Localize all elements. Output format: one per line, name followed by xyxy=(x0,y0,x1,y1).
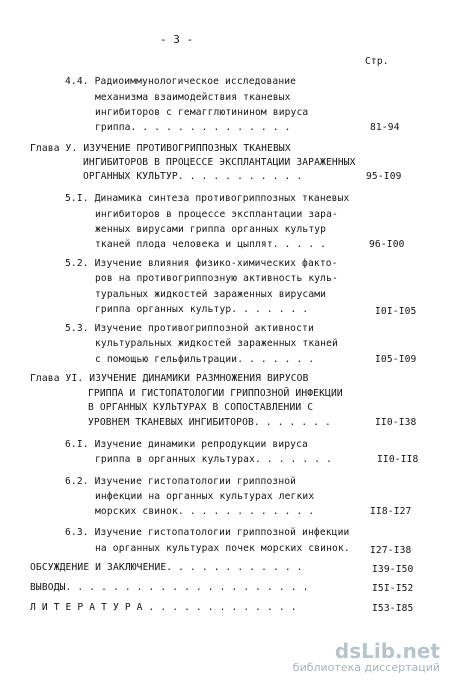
toc-literature-title: Л И Т Е Р А Т У Р А . . . . . . . . . . . . . xyxy=(30,602,297,613)
toc-chapter-6-line: В ОРГАННЫХ КУЛЬТУРАХ В СОПОСТАВЛЕНИИ С xyxy=(88,402,314,413)
toc-discussion-title: ОБСУЖДЕНИЕ И ЗАКЛЮЧЕНИЕ. . . . . . . . . . . . xyxy=(30,562,303,573)
toc-entry-5-1-line: 5.I. Динамика синтеза противогриппозных тканевых xyxy=(65,193,350,204)
toc-entry-4-4-line: механизма взаимодействия тканевых xyxy=(95,92,291,103)
toc-entry-5-1-line: тканей плода человека и цыплят. . . . . xyxy=(95,239,327,250)
toc-entry-4-4-pages: 81-94 xyxy=(370,122,400,133)
toc-entry-6-3-line: на органных культурах почек морских свинок. xyxy=(95,543,350,554)
toc-conclusions-title: ВЫВОДЫ. . . . . . . . . . . . . . . . . . . . . xyxy=(30,582,309,593)
toc-entry-5-2-line: гриппа органных культур. . . . . . . xyxy=(95,304,309,315)
toc-entry-5-1-line: женных вирусами гриппа органных культур xyxy=(95,224,327,235)
toc-literature-pages: I53-I85 xyxy=(372,603,414,614)
watermark-site: dsLib.net xyxy=(334,639,440,663)
toc-entry-6-2-pages: II8-I27 xyxy=(370,506,412,517)
toc-entry-4-4-line: ингибиторов с гемагглютинином вируса xyxy=(95,107,309,118)
toc-entry-5-1-pages: 96-I00 xyxy=(369,239,405,250)
toc-entry-6-2-line: морских свинок. . . . . . . . . . . . xyxy=(95,506,315,517)
toc-discussion-pages: I39-I50 xyxy=(372,564,414,575)
toc-chapter-5-line: Глава У. ИЗУЧЕНИЕ ПРОТИВОГРИППОЗНЫХ ТКАНЕВЫХ xyxy=(30,143,291,154)
toc-entry-4-4-line: 4.4. Радиоиммунологическое исследование xyxy=(65,76,297,87)
toc-entry-6-1-line: 6.I. Изучение динамики репродукции вируса xyxy=(65,439,308,450)
toc-entry-5-3-line: 5.3. Изучение противогриппозной активности xyxy=(65,323,314,334)
toc-chapter-5-pages: 95-I09 xyxy=(366,171,402,182)
toc-entry-6-3-line: 6.3. Изучение гистопатологии гриппозной инфекции xyxy=(65,527,350,538)
toc-chapter-5-line: ОРГАННЫХ КУЛЬТУР. . . . . . . . . . . xyxy=(83,171,303,182)
toc-entry-5-3-pages: I05-I09 xyxy=(375,354,417,365)
toc-entry-6-1-line: гриппа в органных культурах. . . . . . . xyxy=(95,454,333,465)
toc-entry-6-1-pages: II0-II8 xyxy=(377,454,419,465)
toc-entry-5-2-line: ров на противогриппозную активность куль- xyxy=(95,273,338,284)
toc-entry-5-1-line: ингибиторов в процессе эксплантации зара- xyxy=(95,209,338,220)
toc-entry-5-3-line: культуральных жидкостей зараженных тканей xyxy=(95,338,338,349)
toc-entry-6-2-line: 6.2. Изучение гистопатологии гриппозной xyxy=(65,476,297,487)
pages-column-label: Стр. xyxy=(365,56,389,67)
toc-conclusions-pages: I5I-I52 xyxy=(372,583,414,594)
toc-chapter-6-pages: II0-I38 xyxy=(375,417,417,428)
watermark-logo xyxy=(293,639,440,674)
toc-entry-6-3-pages: I27-I38 xyxy=(370,545,412,556)
toc-chapter-5-line: ИНГИБИТОРОВ В ПРОЦЕССЕ ЭКСПЛАНТАЦИИ ЗАРАЖЕННЫХ xyxy=(83,157,356,168)
page-number: - 3 - xyxy=(160,33,194,46)
toc-entry-4-4-line: гриппа. . . . . . . . . . . . . . xyxy=(95,122,291,133)
toc-chapter-6-line: УРОВНЕМ ТКАНЕВЫХ ИНГИБИТОРОВ. . . . . . . xyxy=(88,417,331,428)
toc-entry-6-2-line: инфекции на органных культурах легких xyxy=(95,491,315,502)
toc-chapter-6-line: Глава УI. ИЗУЧЕНИЕ ДИНАМИКИ РАЗМНОЖЕНИЯ ВИРУСОВ xyxy=(30,373,309,384)
toc-entry-5-2-line: туральных жидкостей зараженных вирусами xyxy=(95,289,327,300)
watermark-subtitle: библиотека диссертаций xyxy=(292,661,440,674)
toc-entry-5-2-line: 5.2. Изучение влияния физико-химических факто- xyxy=(65,258,338,269)
toc-entry-5-2-pages: I0I-I05 xyxy=(375,306,417,317)
toc-chapter-6-line: ГРИППА И ГИСТОПАТОЛОГИИ ГРИППОЗНОЙ ИНФЕКЦИИ xyxy=(88,388,343,399)
toc-entry-5-3-line: с помощью гельфильтрации. . . . . . . xyxy=(95,354,315,365)
